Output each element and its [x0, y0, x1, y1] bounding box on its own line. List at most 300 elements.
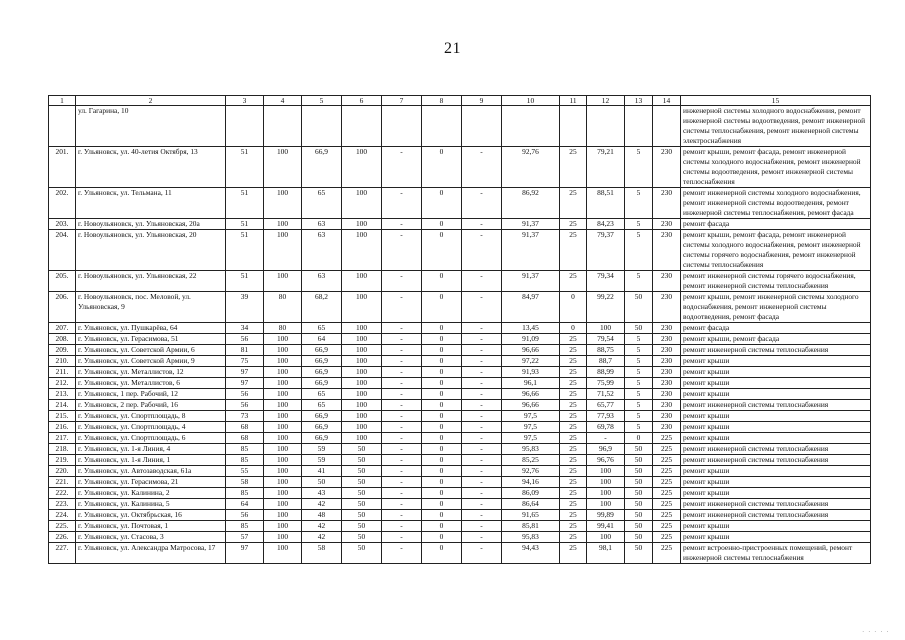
col4-cell: 100 [264, 389, 302, 400]
col8-cell: 0 [422, 323, 462, 334]
col9-cell: - [462, 455, 502, 466]
col4-cell: 100 [264, 345, 302, 356]
col11-cell: 25 [560, 477, 587, 488]
address-cell: г. Ульяновск, ул. Герасимова, 21 [76, 477, 226, 488]
col13-cell: 50 [625, 521, 653, 532]
col8-cell: 0 [422, 147, 462, 188]
address-cell: г. Ульяновск, ул. Спортплощадь, 8 [76, 411, 226, 422]
column-header: 10 [502, 96, 560, 106]
col5-cell: 59 [302, 444, 342, 455]
col14-cell: 230 [653, 219, 681, 230]
col10-cell: 97,22 [502, 356, 560, 367]
col5-cell: 48 [302, 510, 342, 521]
col3-cell: 68 [226, 433, 264, 444]
col3-cell: 73 [226, 411, 264, 422]
col9-cell: - [462, 367, 502, 378]
work-type-cell: ремонт инженерной системы горячего водоснабжения, ремонт инженерной системы теплоснабжения [681, 271, 871, 292]
col9-cell [462, 106, 502, 147]
col8-cell: 0 [422, 510, 462, 521]
col14-cell: 230 [653, 271, 681, 292]
col11-cell: 25 [560, 510, 587, 521]
col6-cell: 50 [342, 477, 382, 488]
row-number: 204. [49, 230, 76, 271]
address-cell: г. Новоульяновск, ул. Ульяновская, 20а [76, 219, 226, 230]
row-number: 214. [49, 400, 76, 411]
col13-cell: 5 [625, 367, 653, 378]
row-number: 227. [49, 543, 76, 564]
address-cell: г. Ульяновск, ул. 1-я Линия, 1 [76, 455, 226, 466]
table-row [49, 188, 871, 219]
col12-cell: 88,75 [587, 345, 625, 356]
col14-cell: 230 [653, 367, 681, 378]
col3-cell: 51 [226, 147, 264, 188]
col7-cell [382, 106, 422, 147]
col13-cell: 0 [625, 433, 653, 444]
col6-cell: 50 [342, 499, 382, 510]
col9-cell: - [462, 532, 502, 543]
col10-cell: 91,37 [502, 271, 560, 292]
col8-cell: 0 [422, 521, 462, 532]
col11-cell: 25 [560, 521, 587, 532]
col11-cell: 25 [560, 433, 587, 444]
col3-cell: 97 [226, 367, 264, 378]
col9-cell: - [462, 356, 502, 367]
col6-cell: 50 [342, 455, 382, 466]
col7-cell: - [382, 188, 422, 219]
col7-cell: - [382, 323, 422, 334]
col12-cell: 100 [587, 477, 625, 488]
address-cell: г. Новоульяновск, ул. Ульяновская, 22 [76, 271, 226, 292]
col6-cell: 100 [342, 271, 382, 292]
col4-cell: 100 [264, 367, 302, 378]
col11-cell: 25 [560, 271, 587, 292]
work-type-cell: ремонт инженерной системы теплоснабжения [681, 345, 871, 356]
col11-cell: 25 [560, 378, 587, 389]
col10-cell: 95,83 [502, 444, 560, 455]
col9-cell: - [462, 521, 502, 532]
col8-cell: 0 [422, 188, 462, 219]
col12-cell: 79,21 [587, 147, 625, 188]
col12-cell: 79,54 [587, 334, 625, 345]
col4-cell: 100 [264, 477, 302, 488]
work-type-cell: ремонт инженерной системы теплоснабжения [681, 510, 871, 521]
col14-cell [653, 106, 681, 147]
scan-artifact: · · · · · [862, 628, 890, 636]
col9-cell: - [462, 422, 502, 433]
table-row [49, 488, 871, 499]
row-number: 218. [49, 444, 76, 455]
col9-cell: - [462, 219, 502, 230]
col5-cell [302, 106, 342, 147]
col4-cell: 100 [264, 532, 302, 543]
col12-cell: 79,37 [587, 230, 625, 271]
col4-cell: 100 [264, 400, 302, 411]
col14-cell: 225 [653, 532, 681, 543]
col13-cell: 5 [625, 411, 653, 422]
col10-cell: 96,66 [502, 345, 560, 356]
col3-cell: 97 [226, 378, 264, 389]
col12-cell: 99,22 [587, 292, 625, 323]
col3-cell: 57 [226, 532, 264, 543]
col6-cell: 50 [342, 466, 382, 477]
col3-cell: 81 [226, 345, 264, 356]
col5-cell: 65 [302, 389, 342, 400]
col5-cell: 50 [302, 477, 342, 488]
col3-cell: 39 [226, 292, 264, 323]
col11-cell: 25 [560, 230, 587, 271]
address-cell: г. Ульяновск, ул. Автозаводская, 61а [76, 466, 226, 477]
row-number: 201. [49, 147, 76, 188]
col6-cell: 100 [342, 356, 382, 367]
col4-cell: 100 [264, 271, 302, 292]
column-header: 8 [422, 96, 462, 106]
col7-cell: - [382, 532, 422, 543]
col5-cell: 58 [302, 543, 342, 564]
row-number: 221. [49, 477, 76, 488]
col10-cell: 91,37 [502, 219, 560, 230]
col14-cell: 230 [653, 292, 681, 323]
col7-cell: - [382, 510, 422, 521]
work-type-cell: ремонт крыши [681, 367, 871, 378]
work-type-cell: инженерной системы холодного водоснабжения, ремонт инженерной системы водоотведения, ремонт инженерной системы теплоснабжения, ремонт инженерной системы электроснабжения [681, 106, 871, 147]
table-row [49, 106, 871, 147]
table-row [49, 477, 871, 488]
work-type-cell: ремонт крыши, ремонт фасада, ремонт инженерной системы холодного водоснабжения, ремонт инженерной системы водоотведения, ремонт инженерной системы теплоснабжения [681, 147, 871, 188]
col9-cell: - [462, 230, 502, 271]
col11-cell: 25 [560, 356, 587, 367]
address-cell: г. Ульяновск, ул. Почтовая, 1 [76, 521, 226, 532]
row-number [49, 106, 76, 147]
col10-cell: 86,09 [502, 488, 560, 499]
col9-cell: - [462, 466, 502, 477]
row-number: 207. [49, 323, 76, 334]
col14-cell: 225 [653, 510, 681, 521]
col7-cell: - [382, 334, 422, 345]
col12-cell: 99,89 [587, 510, 625, 521]
table-row [49, 345, 871, 356]
col3-cell: 56 [226, 400, 264, 411]
address-cell: г. Ульяновск, ул. Советской Армии, 6 [76, 345, 226, 356]
col11-cell: 25 [560, 367, 587, 378]
table-row [49, 367, 871, 378]
col10-cell: 86,92 [502, 188, 560, 219]
col4-cell: 100 [264, 521, 302, 532]
col9-cell: - [462, 400, 502, 411]
col9-cell: - [462, 510, 502, 521]
col8-cell: 0 [422, 271, 462, 292]
column-header: 1 [49, 96, 76, 106]
col4-cell: 100 [264, 356, 302, 367]
work-type-cell: ремонт крыши [681, 378, 871, 389]
row-number: 220. [49, 466, 76, 477]
col13-cell [625, 106, 653, 147]
table-row [49, 532, 871, 543]
col9-cell: - [462, 345, 502, 356]
work-type-cell: ремонт крыши [681, 488, 871, 499]
col3-cell: 85 [226, 488, 264, 499]
col8-cell: 0 [422, 466, 462, 477]
col9-cell: - [462, 488, 502, 499]
col11-cell: 0 [560, 292, 587, 323]
address-cell: г. Ульяновск, ул. Металлистов, 12 [76, 367, 226, 378]
col10-cell: 96,66 [502, 400, 560, 411]
table-row [49, 147, 871, 188]
col12-cell: 84,23 [587, 219, 625, 230]
row-number: 202. [49, 188, 76, 219]
col7-cell: - [382, 455, 422, 466]
column-header: 9 [462, 96, 502, 106]
col6-cell: 100 [342, 323, 382, 334]
row-number: 209. [49, 345, 76, 356]
row-number: 203. [49, 219, 76, 230]
col7-cell: - [382, 345, 422, 356]
col11-cell: 25 [560, 334, 587, 345]
col8-cell: 0 [422, 543, 462, 564]
col6-cell: 50 [342, 488, 382, 499]
row-number: 210. [49, 356, 76, 367]
work-type-cell: ремонт крыши, ремонт фасада, ремонт инженерной системы холодного водоснабжения, ремонт инженерной системы горячего водоснабжения, ремонт инженерной системы теплоснабжения [681, 230, 871, 271]
work-type-cell: ремонт инженерной системы теплоснабжения [681, 455, 871, 466]
col8-cell: 0 [422, 356, 462, 367]
col8-cell: 0 [422, 433, 462, 444]
col7-cell: - [382, 356, 422, 367]
col14-cell: 230 [653, 411, 681, 422]
col7-cell: - [382, 230, 422, 271]
col4-cell: 100 [264, 219, 302, 230]
column-header: 11 [560, 96, 587, 106]
col5-cell: 42 [302, 521, 342, 532]
col8-cell: 0 [422, 378, 462, 389]
col6-cell [342, 106, 382, 147]
col14-cell: 230 [653, 188, 681, 219]
col12-cell: 88,7 [587, 356, 625, 367]
col7-cell: - [382, 433, 422, 444]
col5-cell: 66,9 [302, 411, 342, 422]
row-number: 206. [49, 292, 76, 323]
col10-cell: 91,09 [502, 334, 560, 345]
work-type-cell: ремонт крыши, ремонт фасада [681, 334, 871, 345]
col14-cell: 230 [653, 345, 681, 356]
column-header: 4 [264, 96, 302, 106]
col12-cell: 100 [587, 532, 625, 543]
col3-cell: 85 [226, 455, 264, 466]
col3-cell: 97 [226, 543, 264, 564]
address-cell: г. Новоульяновск, пос. Меловой, ул. Ульяновская, 9 [76, 292, 226, 323]
table-row [49, 422, 871, 433]
col3-cell: 58 [226, 477, 264, 488]
col11-cell: 25 [560, 219, 587, 230]
col5-cell: 66,9 [302, 433, 342, 444]
row-number: 205. [49, 271, 76, 292]
address-cell: г. Ульяновск, ул. Пушкарёва, 64 [76, 323, 226, 334]
col6-cell: 100 [342, 219, 382, 230]
col4-cell: 100 [264, 422, 302, 433]
table-row [49, 271, 871, 292]
col11-cell: 25 [560, 422, 587, 433]
col11-cell: 25 [560, 499, 587, 510]
col5-cell: 66,9 [302, 367, 342, 378]
col13-cell: 5 [625, 378, 653, 389]
column-header: 5 [302, 96, 342, 106]
col4-cell: 100 [264, 488, 302, 499]
col14-cell: 225 [653, 521, 681, 532]
col9-cell: - [462, 411, 502, 422]
address-cell: г. Ульяновск, ул. Калинина, 2 [76, 488, 226, 499]
col8-cell: 0 [422, 219, 462, 230]
col3-cell: 68 [226, 422, 264, 433]
col6-cell: 100 [342, 422, 382, 433]
column-header: 14 [653, 96, 681, 106]
work-type-cell: ремонт инженерной системы холодного водоснабжения, ремонт инженерной системы водоотведения, ремонт инженерной системы теплоснабжения, ремонт фасада [681, 188, 871, 219]
col12-cell: 69,78 [587, 422, 625, 433]
col5-cell: 65 [302, 323, 342, 334]
address-cell: г. Ульяновск, ул. Тельмана, 11 [76, 188, 226, 219]
col6-cell: 100 [342, 345, 382, 356]
col5-cell: 63 [302, 271, 342, 292]
col14-cell: 225 [653, 433, 681, 444]
address-cell: г. Новоульяновск, ул. Ульяновская, 20 [76, 230, 226, 271]
table-row [49, 499, 871, 510]
col5-cell: 43 [302, 488, 342, 499]
col6-cell: 100 [342, 433, 382, 444]
col3-cell: 75 [226, 356, 264, 367]
address-cell: г. Ульяновск, 1 пер. Рабочий, 12 [76, 389, 226, 400]
col10-cell: 91,37 [502, 230, 560, 271]
col7-cell: - [382, 499, 422, 510]
col8-cell: 0 [422, 230, 462, 271]
col3-cell: 85 [226, 521, 264, 532]
row-number: 224. [49, 510, 76, 521]
col8-cell: 0 [422, 292, 462, 323]
col14-cell: 230 [653, 422, 681, 433]
col13-cell: 50 [625, 444, 653, 455]
address-cell: г. Ульяновск, ул. Александра Матросова, 17 [76, 543, 226, 564]
col14-cell: 225 [653, 444, 681, 455]
row-number: 216. [49, 422, 76, 433]
col5-cell: 66,9 [302, 378, 342, 389]
col12-cell: 88,51 [587, 188, 625, 219]
col9-cell: - [462, 499, 502, 510]
address-cell: г. Ульяновск, ул. Октябрьская, 16 [76, 510, 226, 521]
col8-cell: 0 [422, 400, 462, 411]
col14-cell: 225 [653, 543, 681, 564]
col13-cell: 50 [625, 323, 653, 334]
col5-cell: 65 [302, 400, 342, 411]
col3-cell: 85 [226, 444, 264, 455]
col11-cell: 25 [560, 188, 587, 219]
address-cell: ул. Гагарина, 10 [76, 106, 226, 147]
col6-cell: 100 [342, 334, 382, 345]
col12-cell: 77,93 [587, 411, 625, 422]
col3-cell [226, 106, 264, 147]
table-row [49, 230, 871, 271]
col14-cell: 230 [653, 356, 681, 367]
col12-cell: 88,99 [587, 367, 625, 378]
col12-cell: 71,52 [587, 389, 625, 400]
col10-cell: 91,93 [502, 367, 560, 378]
col3-cell: 34 [226, 323, 264, 334]
col9-cell: - [462, 292, 502, 323]
row-number: 219. [49, 455, 76, 466]
row-number: 215. [49, 411, 76, 422]
row-number: 213. [49, 389, 76, 400]
col10-cell: 84,97 [502, 292, 560, 323]
col12-cell: 75,99 [587, 378, 625, 389]
col3-cell: 55 [226, 466, 264, 477]
col5-cell: 59 [302, 455, 342, 466]
work-type-cell: ремонт фасада [681, 219, 871, 230]
col11-cell: 25 [560, 345, 587, 356]
col6-cell: 100 [342, 400, 382, 411]
col6-cell: 50 [342, 521, 382, 532]
col12-cell: 96,76 [587, 455, 625, 466]
col8-cell: 0 [422, 477, 462, 488]
row-number: 217. [49, 433, 76, 444]
col13-cell: 5 [625, 345, 653, 356]
col11-cell: 25 [560, 466, 587, 477]
col13-cell: 5 [625, 389, 653, 400]
col3-cell: 51 [226, 230, 264, 271]
work-type-cell: ремонт крыши [681, 411, 871, 422]
col10-cell: 92,76 [502, 466, 560, 477]
table-row [49, 378, 871, 389]
col7-cell: - [382, 411, 422, 422]
col13-cell: 5 [625, 271, 653, 292]
col4-cell: 100 [264, 455, 302, 466]
col9-cell: - [462, 147, 502, 188]
col8-cell: 0 [422, 455, 462, 466]
table-row [49, 411, 871, 422]
col14-cell: 230 [653, 400, 681, 411]
work-type-cell: ремонт инженерной системы теплоснабжения [681, 499, 871, 510]
col5-cell: 42 [302, 532, 342, 543]
column-header: 3 [226, 96, 264, 106]
col4-cell: 100 [264, 433, 302, 444]
col9-cell: - [462, 334, 502, 345]
col13-cell: 50 [625, 488, 653, 499]
col5-cell: 66,9 [302, 422, 342, 433]
work-type-cell: ремонт крыши, ремонт инженерной системы холодного водоснабжения, ремонт инженерной системы водоотведения, ремонт фасада [681, 292, 871, 323]
table-row [49, 219, 871, 230]
address-cell: г. Ульяновск, ул. Металлистов, 6 [76, 378, 226, 389]
table-row [49, 292, 871, 323]
col14-cell: 230 [653, 323, 681, 334]
col7-cell: - [382, 400, 422, 411]
col11-cell: 25 [560, 444, 587, 455]
col14-cell: 225 [653, 488, 681, 499]
table-body [49, 96, 871, 564]
col14-cell: 225 [653, 466, 681, 477]
address-cell: г. Ульяновск, ул. Калинина, 5 [76, 499, 226, 510]
col11-cell: 25 [560, 532, 587, 543]
col10-cell: 13,45 [502, 323, 560, 334]
col10-cell: 94,16 [502, 477, 560, 488]
col7-cell: - [382, 488, 422, 499]
work-type-cell: ремонт крыши [681, 433, 871, 444]
col8-cell: 0 [422, 488, 462, 499]
col7-cell: - [382, 422, 422, 433]
column-header: 2 [76, 96, 226, 106]
col13-cell: 5 [625, 219, 653, 230]
column-header: 15 [681, 96, 871, 106]
col10-cell: 95,83 [502, 532, 560, 543]
col3-cell: 56 [226, 334, 264, 345]
col13-cell: 5 [625, 356, 653, 367]
work-type-cell: ремонт крыши [681, 521, 871, 532]
table-row [49, 543, 871, 564]
col4-cell: 100 [264, 230, 302, 271]
row-number: 212. [49, 378, 76, 389]
